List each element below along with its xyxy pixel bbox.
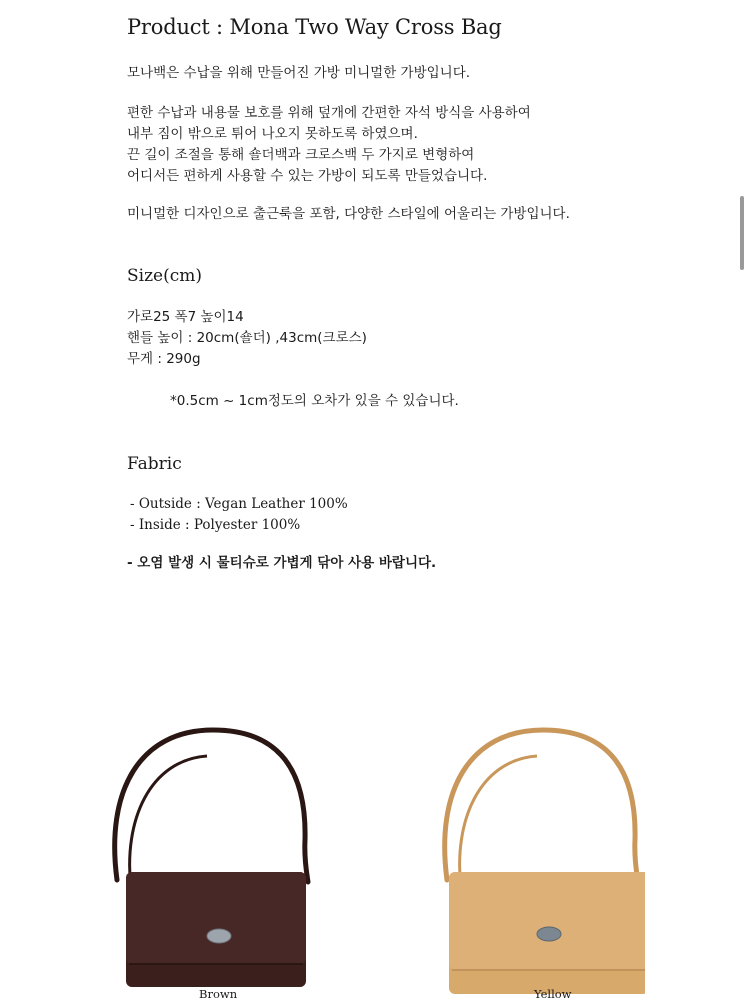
color-label-brown: Brown <box>199 987 238 1001</box>
style-text: 미니멀한 디자인으로 출근룩을 포함, 다양한 스타일에 어울리는 가방입니다. <box>127 206 570 222</box>
fabric-outside: - Outside : Vegan Leather 100% <box>130 496 348 512</box>
desc-line-2: 내부 짐이 밖으로 튀어 나오지 못하도록 하였으며. <box>127 126 418 142</box>
desc-line-4: 어디서든 편하게 사용할 수 있는 가방이 되도록 만들었습니다. <box>127 168 488 184</box>
desc-line-3: 끈 길이 조절을 통해 숄더백과 크로스백 두 가지로 변형하여 <box>127 147 475 163</box>
size-line-1: 가로25 폭7 높이14 <box>127 309 244 325</box>
fabric-inside: - Inside : Polyester 100% <box>130 517 301 533</box>
product-title: Product : Mona Two Way Cross Bag <box>127 15 502 39</box>
size-heading: Size(cm) <box>127 266 203 286</box>
bag-image-brown <box>95 720 315 1001</box>
intro-text: 모나백은 수납을 위해 만들어진 가방 미니멀한 가방입니다. <box>127 65 471 81</box>
color-label-yellow: Yellow <box>534 987 572 1001</box>
desc-line-1: 편한 수납과 내용물 보호를 위해 덮개에 간편한 자석 방식을 사용하여 <box>127 105 531 121</box>
care-note: - 오염 발생 시 물티슈로 가볍게 닦아 사용 바랍니다. <box>127 555 437 571</box>
bag-image-yellow <box>425 720 645 1001</box>
size-note: *0.5cm ~ 1cm정도의 오차가 있을 수 있습니다. <box>170 393 459 409</box>
size-line-3: 무게 : 290g <box>127 351 201 367</box>
scrollbar[interactable] <box>740 196 744 270</box>
fabric-heading: Fabric <box>127 454 182 474</box>
size-line-2: 핸들 높이 : 20cm(숄더) ,43cm(크로스) <box>127 330 367 346</box>
